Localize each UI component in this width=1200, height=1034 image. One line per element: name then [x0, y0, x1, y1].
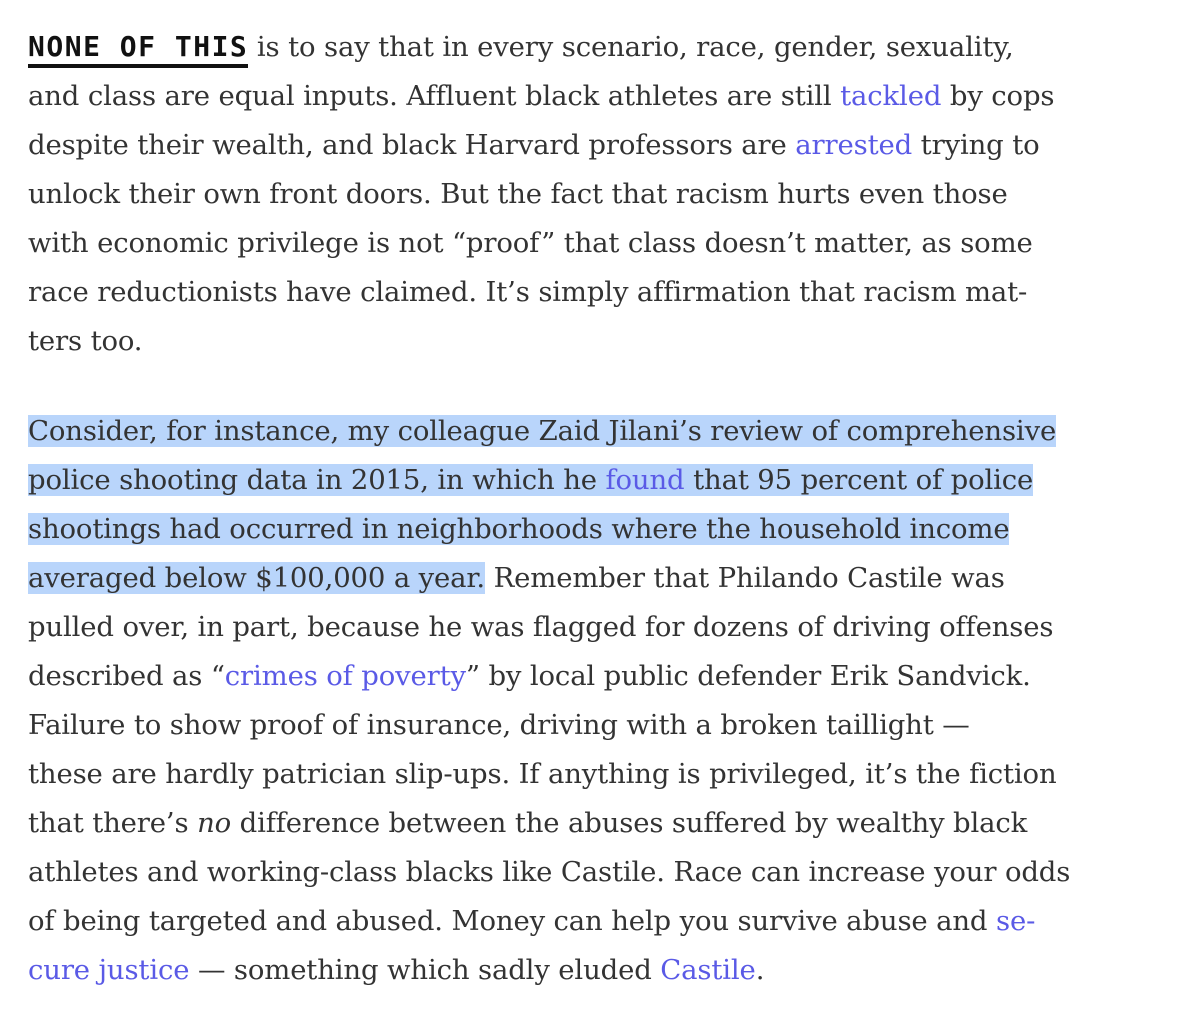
text-segment: difference between the abuses suffered by wealthy black: [231, 807, 1028, 839]
line: [28, 554, 1188, 603]
line: [28, 505, 1188, 554]
link-castile[interactable]: Castile: [660, 954, 756, 986]
text-segment: that 95 percent of police: [684, 464, 1034, 496]
article-body: [28, 22, 1188, 995]
line: race reductionists have claimed. It’s simply affirmation that racism mat-: [28, 276, 1028, 308]
line: [28, 121, 1188, 170]
text-segment: described as “: [28, 660, 225, 692]
line: Failure to show proof of insurance, driving with a broken taillight —: [28, 709, 970, 741]
text-segment: — something which sadly eluded: [189, 954, 661, 986]
paragraph-1: [28, 22, 1188, 366]
link-tackled[interactable]: tackled: [840, 80, 942, 112]
line: [28, 946, 1188, 995]
text-segment: Remember that Philando Castile was: [485, 562, 1005, 594]
text-segment: ” by local public defender Erik Sandvick.: [465, 660, 1031, 692]
link-found[interactable]: found: [605, 464, 685, 496]
highlighted-text[interactable]: averaged below $100,000 a year.: [28, 562, 485, 594]
line: [28, 456, 1188, 505]
line: [28, 799, 1188, 848]
highlighted-text[interactable]: [28, 464, 1033, 496]
line: pulled over, in part, because he was flagged for dozens of driving offenses: [28, 611, 1054, 643]
text-segment: is to say that in every scenario, race, gender, sexuality,: [248, 31, 1014, 63]
line: ters too.: [28, 325, 143, 357]
text-segment: that there’s: [28, 807, 198, 839]
text-segment: by cops: [941, 80, 1055, 112]
highlighted-text[interactable]: shootings had occurred in neighborhoods where the household income: [28, 513, 1010, 545]
text-segment: police shooting data in 2015, in which he: [28, 464, 606, 496]
line: athletes and working-class blacks like Castile. Race can increase your odds: [28, 856, 1071, 888]
highlighted-text[interactable]: Consider, for instance, my colleague Zaid Jilani’s review of comprehensive: [28, 415, 1057, 447]
text-segment: trying to: [912, 129, 1040, 161]
text-segment: and class are equal inputs. Affluent black athletes are still: [28, 80, 841, 112]
line: these are hardly patrician slip-ups. If anything is privileged, it’s the fiction: [28, 758, 1057, 790]
line: [28, 72, 1188, 121]
line: [28, 897, 1188, 946]
text-segment: of being targeted and abused. Money can help you survive abuse and: [28, 905, 996, 937]
link-secure-justice[interactable]: se-: [995, 905, 1036, 937]
line: [28, 22, 1188, 72]
paragraph-2: [28, 407, 1188, 995]
link-arrested[interactable]: arrested: [795, 129, 913, 161]
line: unlock their own front doors. But the fact that racism hurts even those: [28, 178, 1008, 210]
link-crimes-of-poverty[interactable]: crimes of poverty: [224, 660, 466, 692]
kicker-none-of-this: NONE OF THIS: [28, 30, 248, 68]
text-segment: .: [755, 954, 765, 986]
emphasis-no: no: [197, 807, 232, 839]
text-segment: despite their wealth, and black Harvard professors are: [28, 129, 796, 161]
line: [28, 652, 1188, 701]
line: with economic privilege is not “proof” that class doesn’t matter, as some: [28, 227, 1033, 259]
line: [28, 407, 1188, 456]
link-secure-justice[interactable]: cure justice: [28, 954, 190, 986]
